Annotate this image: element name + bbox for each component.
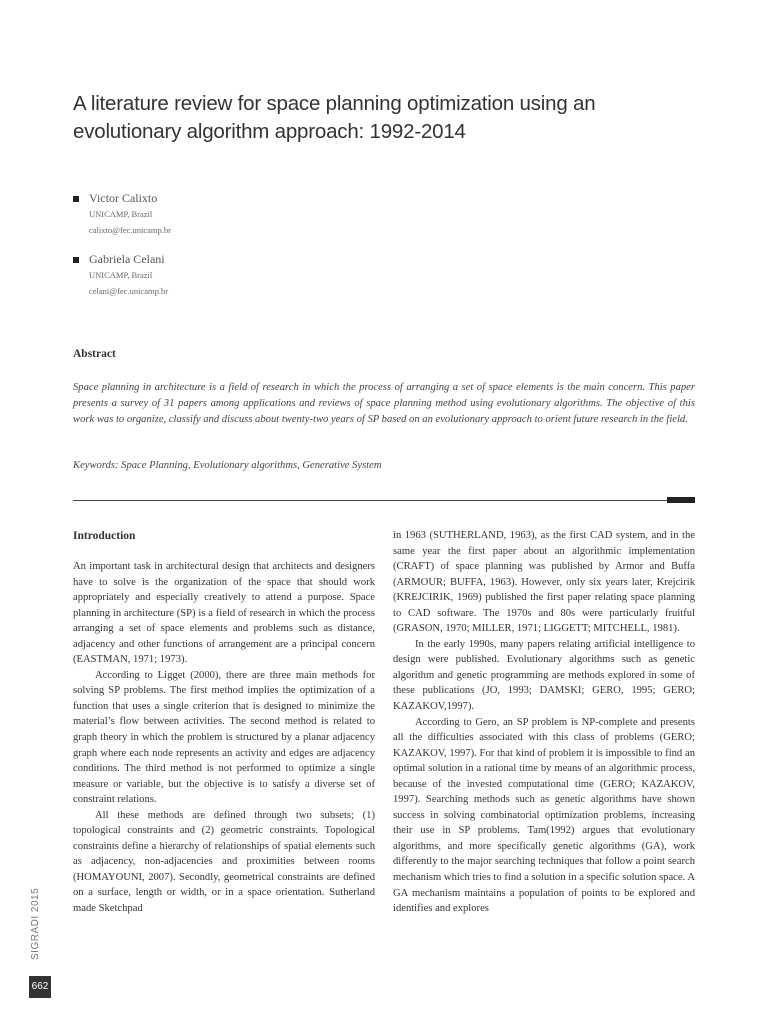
divider-accent bbox=[667, 497, 695, 503]
bullet-icon bbox=[73, 196, 79, 202]
conference-label: SIGRADI 2015 bbox=[30, 887, 41, 960]
left-column bbox=[73, 528, 375, 917]
abstract-text: Space planning in architecture is a field of research in which the process of arranging a set of space elements is the main concern. This paper presents a survey of 31 papers among applications and reviews of space planning method using evolutionary algorithms. The objective of this work was to organize, classify and discuss about twenty-two years of SP based on an evolutionary approach to orient future research in the field. bbox=[73, 382, 695, 425]
right-column bbox=[393, 528, 695, 917]
author-name: Victor Calixto bbox=[89, 191, 158, 205]
paragraph: An important task in architectural design that architects and designers have to solve is the organization of the space that should work appropriately and especially creatively to attend a purpose. Space planning in architecture (SP) is a field of research in which the process arranging a set of space elements and problems such as distance, adjacency and other functions of arrangement are a principal concern (EASTMAN, 1971; 1973). bbox=[73, 561, 375, 666]
paragraph: In the early 1990s, many papers relating artificial intelligence to design were published. Evolutionary algorithms such as genetic algorithm and genetic programming are methods explored in some of these publications (JO, 1993; DAMSKI; GERO, 1995; GERO; KAZAKOV,1997). bbox=[393, 638, 695, 713]
author-2 bbox=[73, 252, 373, 299]
author-email: celani@fec.unicamp.br bbox=[89, 286, 169, 296]
abstract-heading: Abstract bbox=[73, 348, 116, 360]
section-divider bbox=[73, 500, 668, 501]
page-number: 662 bbox=[29, 976, 51, 998]
introduction-heading: Introduction bbox=[73, 530, 136, 542]
paragraph: All these methods are defined through two subsets; (1) topological constraints and (2) geometric constraints. Topological constraints define a hierarchy of relationships of spatial elements such as adjacency, non-adjacencies and proximities between rooms (HOMAYOUNI, 2007). Secondly, geometrical constraints are defined on a surface, length or width, or in a space orientation. Sutherland made Sketchpad bbox=[73, 809, 375, 915]
author-affiliation: UNICAMP, Brazil bbox=[89, 270, 153, 280]
paragraph: According to Gero, an SP problem is NP-complete and presents all the difficulties associated with this class of problems (GERO; KAZAKOV, 1997). For that kind of problem it is impossible to find an optimal solution in a rational time by means of an algorithmic process, because of the invested computational time (GERO; KAZAKOV, 1997). Searching methods such as genetic algorithms have shown success in solving combinatorial optimization problems, increasing their use in SP problems. Tam(1992) argues that evolutionary algorithms, and more specifically genetic algorithms (GA), work differently to the major searching techniques that follow a point search mechanism which tries to find a solution in a specific solution space. A GA mechanism maintains a population of points to be explored and identifies and explores bbox=[393, 716, 695, 915]
keywords: Keywords: Space Planning, Evolutionary algorithms, Generative System bbox=[73, 460, 382, 471]
paragraph: According to Ligget (2000), there are three main methods for solving SP problems. The first method implies the optimization of a function that uses a single criterion that is designed to minimize the material’s flow between activities. The second method is related to graph theory in which the problem is structured by a planar adjacency graph where each node represents an activity and edges are adjacency conditions. The third method is not performed to optimize a single measure or variable, but the objective is to satisfy a diverse set of constraint relations. bbox=[73, 669, 375, 806]
author-affiliation: UNICAMP, Brazil bbox=[89, 209, 153, 219]
author-email: calixto@fec.unicamp.br bbox=[89, 225, 171, 235]
bullet-icon bbox=[73, 257, 79, 263]
paper-title: A literature review for space planning optimization using an evolutionary algorithm approach: 1992-2014 bbox=[73, 92, 596, 143]
author-1 bbox=[73, 191, 373, 238]
paragraph: in 1963 (SUTHERLAND, 1963), as the first CAD system, and in the same year the first paper about an algorithmic implementation (CRAFT) of space planning was published by Armor and Buffa (ARMOUR; BUFFA, 1963). However, only six years later, Krejcirik (KREJCIRIK, 1969) published the first paper relating space planning to CAD software. The 1970s and 80s were particularly fruitful (GRASON, 1970; MILLER, 1971; LIGGETT; MITCHELL, 1981). bbox=[393, 530, 695, 635]
author-name: Gabriela Celani bbox=[89, 252, 165, 266]
